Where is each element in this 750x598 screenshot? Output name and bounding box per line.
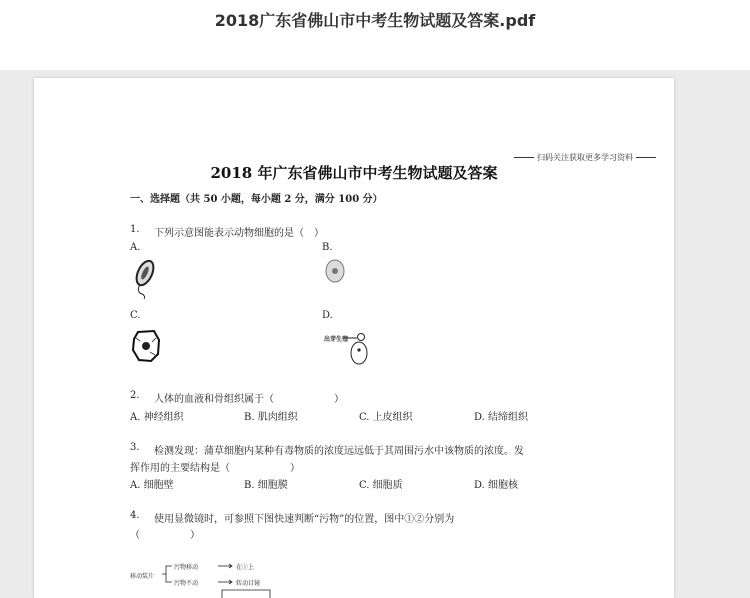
q3-number: 3. [130,442,140,453]
q3-option-c: C. 细胞质 [359,480,403,491]
q3-option-a: A. 细胞壁 [130,480,174,491]
q3-stem-line2: 挥作用的主要结构是（ ） [130,463,300,474]
q4-number: 4. [130,510,140,521]
q3-option-d: D. 细胞核 [474,480,519,491]
diagram-root-label: 移动装片 [130,573,155,580]
section-heading: 一、选择题（共 50 小题，每小题 2 分，满分 100 分） [130,194,383,205]
q1-option-a: A. [130,242,141,253]
viewer-header [0,0,750,70]
banner-rule-right [636,157,656,158]
diagram-result-a: 在①上 [236,564,255,571]
q1-figure-d-label: 出芽生殖 [324,336,349,343]
banner-text: 扫码关注获取更多学习资料 [537,153,633,162]
q2-option-b: B. 肌肉组织 [244,412,298,423]
q2-option-c: C. 上皮组织 [359,412,413,423]
q2-option-a: A. 神经组织 [130,412,184,423]
q1-stem: 下列示意图能表示动物细胞的是（ ） [154,228,324,239]
file-title: 2018广东省佛山市中考生物试题及答案.pdf [214,11,536,30]
q4-stem-line1: 使用显微镜时，可参照下图快速判断“污物”的位置，图中①②分别为 [154,514,455,525]
pdf-page [34,78,674,598]
q2-number: 2. [130,390,140,401]
plant-like-cell-figure [130,328,162,364]
diagram-branch-b: 污物不动 [174,580,199,587]
q1-number: 1. [130,224,140,235]
q1-option-d: D. [322,310,333,321]
bacterium-cell-figure [132,258,158,300]
yeast-budding-figure [346,331,372,367]
q3-stem-line1: 检测发现：蒲草细胞内某种有毒物质的浓度远远低于其周围污水中该物质的浓度。发 [154,446,524,457]
diagram-result-b: 转动目镜 [236,580,261,587]
q1-option-c: C. [130,310,141,321]
round-cell-figure [324,258,346,284]
q2-option-d: D. 结缔组织 [474,412,529,423]
document-title: 2018 年广东省佛山市中考生物试题及答案 [210,164,498,182]
q4-stem-line2: （ ） [130,530,200,541]
banner-rule-left [514,157,534,158]
q2-stem: 人体的血液和骨组织属于（ ） [154,394,344,405]
q3-option-b: B. 细胞膜 [244,480,288,491]
q1-option-b: B. [322,242,333,253]
diagram-branch-a: 污物移动 [174,564,199,571]
